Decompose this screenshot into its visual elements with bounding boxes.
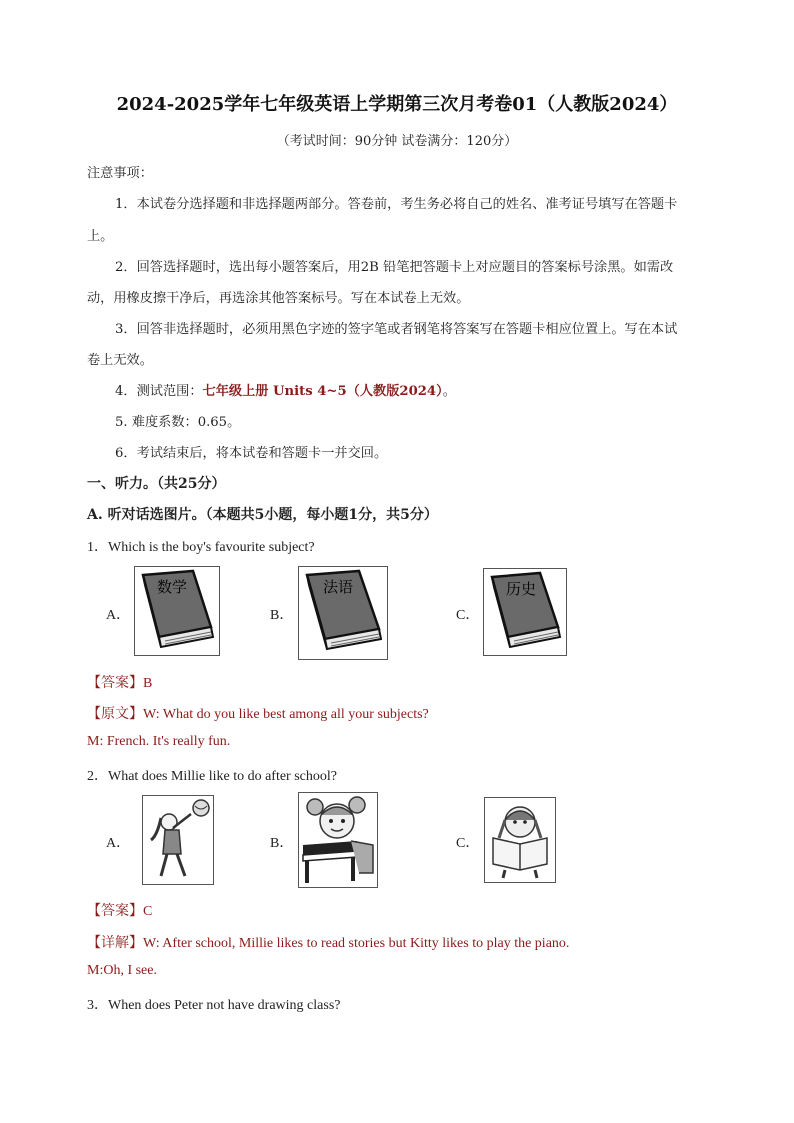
- explain-line: W: After school, Millie likes to read stories but Kitty likes to play the piano.: [143, 936, 570, 951]
- q2-explanation: [87, 932, 569, 952]
- note-5: 5. 难度系数：0.65。: [115, 415, 241, 430]
- note-1: 1．本试卷分选择题和非选择题两部分。答卷前，考生务必将自己的姓名、准考证号填写在答题卡: [115, 197, 678, 212]
- note-4-suffix: 。: [442, 384, 456, 399]
- book-label: 法语: [323, 578, 354, 596]
- q1-option-a-image: [134, 566, 220, 656]
- girl-volleyball-icon: [143, 796, 213, 884]
- note-1-cont: 上。: [87, 229, 114, 244]
- note-4: [115, 380, 456, 399]
- answer-tag: 【答案】: [87, 904, 143, 919]
- test-scope: 七年级上册 Units 4~5（人教版2024）: [202, 384, 443, 399]
- q2-option-b-letter: B．: [270, 836, 294, 851]
- answer-value: C: [143, 904, 153, 919]
- q1-script-line-2: M: French. It's really fun.: [87, 734, 231, 749]
- explain-tag: 【详解】: [87, 936, 143, 951]
- notes-heading: 注意事项：: [87, 166, 153, 181]
- q2-option-c-letter: C．: [456, 836, 480, 851]
- page-title: 2024-2025学年七年级英语上学期第三次月考卷01（人教版2024）: [116, 94, 678, 115]
- q1-answer: [87, 672, 152, 692]
- q1-option-b-letter: B．: [270, 608, 294, 623]
- answer-tag: 【答案】: [87, 676, 143, 691]
- q2-option-c-image: [484, 797, 556, 883]
- q2-option-a-image: [142, 795, 214, 885]
- note-3: 3．回答非选择题时，必须用黑色字迹的签字笔或者钢笔将答案写在答题卡相应位置上。写在本试: [115, 322, 678, 337]
- note-2-cont: 动，用橡皮擦干净后，再选涂其他答案标号。写在本试卷上无效。: [87, 291, 470, 306]
- q2-answer: [87, 900, 152, 920]
- book-label: 数学: [157, 578, 188, 596]
- script-line: W: What do you like best among all your subjects?: [143, 707, 429, 722]
- answer-value: B: [143, 676, 153, 691]
- q1-option-b-image: [298, 566, 388, 660]
- section-heading: 一、听力。（共25分）: [87, 476, 226, 492]
- note-6: 6．考试结束后，将本试卷和答题卡一并交回。: [115, 446, 388, 461]
- note-4-prefix: 4．测试范围：: [115, 384, 203, 399]
- question-1: 1．Which is the boy's favourite subject?: [87, 540, 315, 555]
- q2-option-b-image: [298, 792, 378, 888]
- book-label: 历史: [506, 580, 537, 598]
- script-tag: 【原文】: [87, 707, 143, 722]
- part-a-heading: A. 听对话选图片。（本题共5小题，每小题1分，共5分）: [87, 507, 438, 523]
- q1-script: [87, 703, 429, 723]
- exam-info: （考试时间：90分钟 试卷满分：120分）: [276, 134, 518, 149]
- q2-explanation-line-2: M:Oh, I see.: [87, 963, 157, 978]
- question-2: 2．What does Millie like to do after school?: [87, 769, 337, 784]
- girl-piano-icon: [299, 793, 377, 887]
- girl-reading-icon: [485, 798, 555, 882]
- q1-option-c-letter: C．: [456, 608, 480, 623]
- q1-option-c-image: [483, 568, 567, 656]
- question-3: 3．When does Peter not have drawing class?: [87, 998, 341, 1013]
- q1-option-a-letter: A．: [106, 608, 131, 623]
- q2-option-a-letter: A．: [106, 836, 131, 851]
- note-2: 2．回答选择题时，选出每小题答案后，用2B 铅笔把答题卡上对应题目的答案标号涂黑。如需改: [115, 260, 674, 275]
- note-3-cont: 卷上无效。: [87, 353, 153, 368]
